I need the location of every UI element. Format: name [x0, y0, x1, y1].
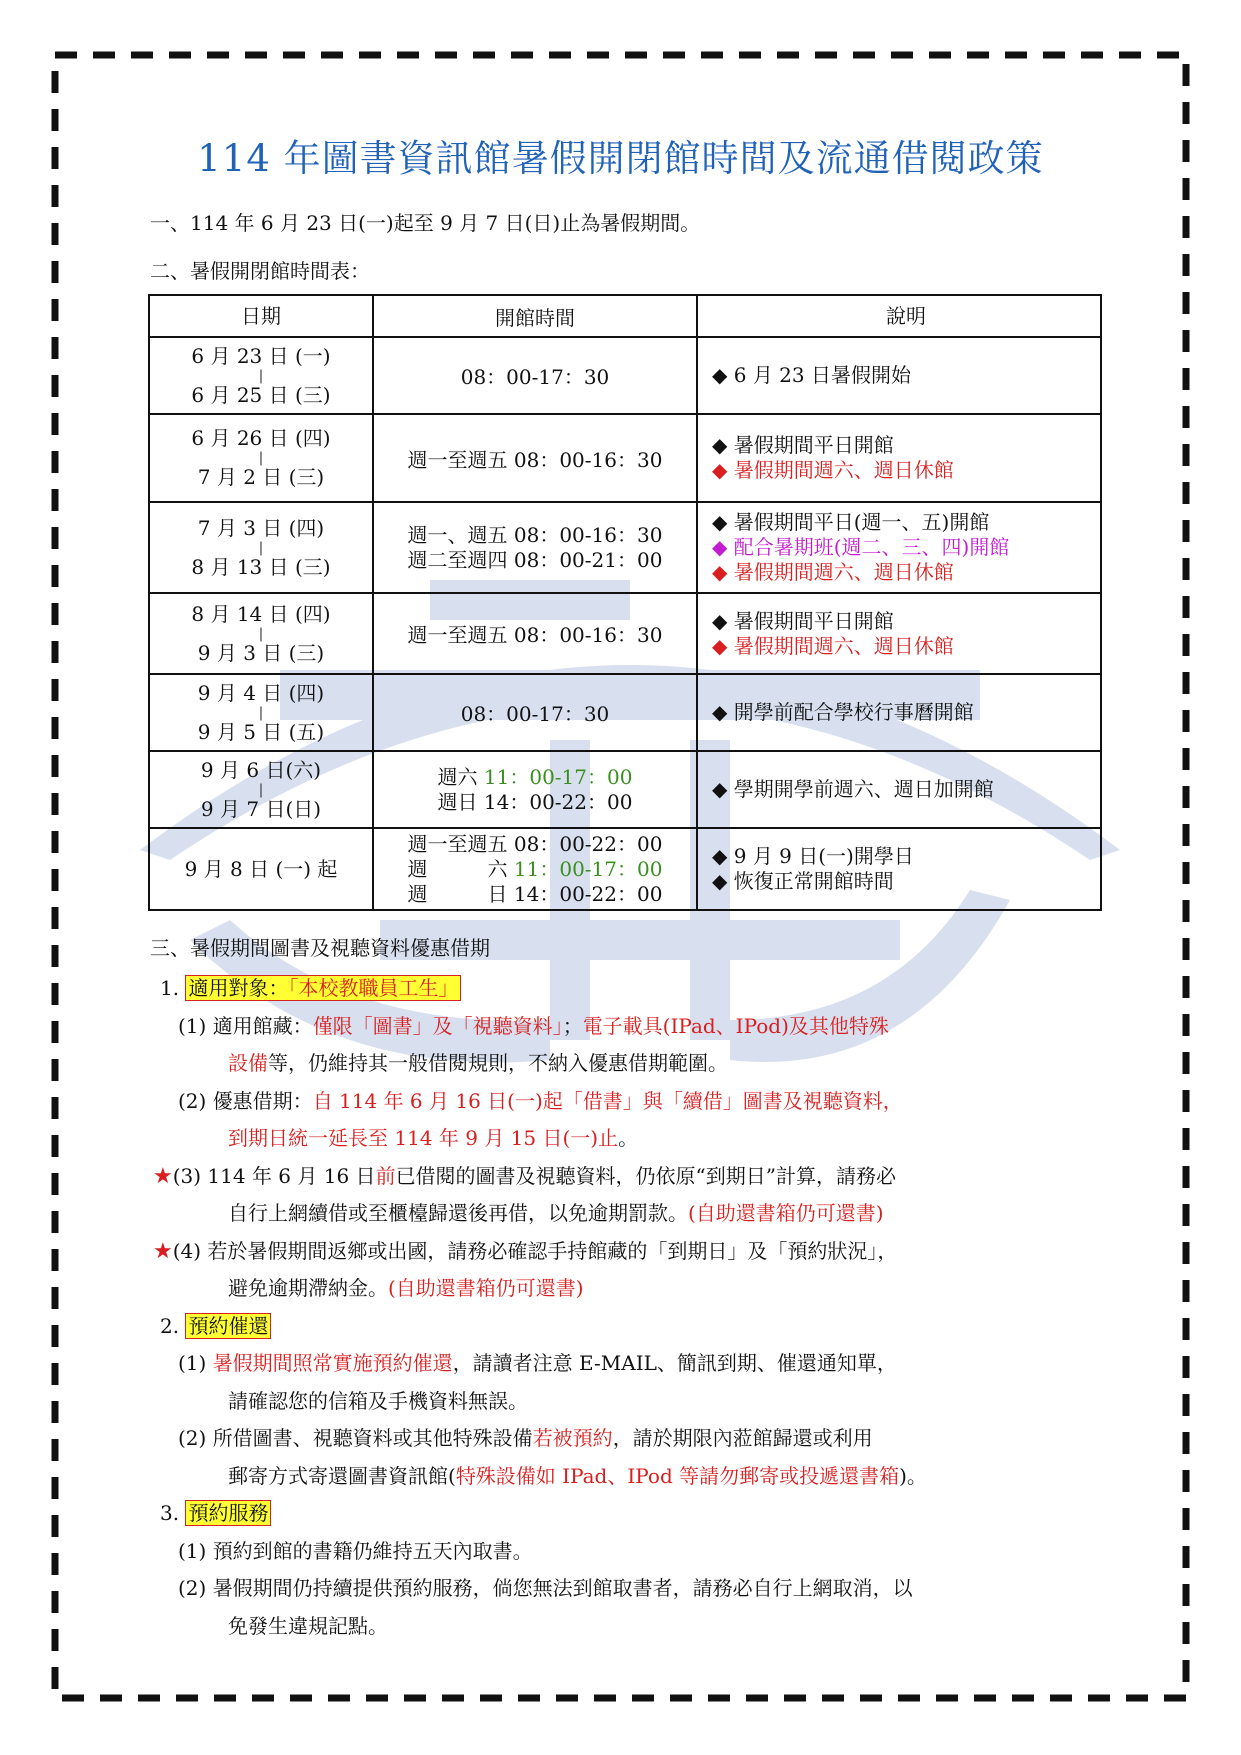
audience-label: 適用對象：	[188, 976, 289, 1000]
table-row	[149, 828, 1101, 910]
hours-cell	[373, 337, 697, 414]
highlight-box	[185, 975, 461, 1001]
text-span: 自行上網續借或至櫃檯歸還後再借，以免逾期罰款。	[228, 1201, 688, 1225]
hours-cell	[373, 674, 697, 751]
text-span: (2) 優惠借期：	[178, 1089, 313, 1113]
text-span: 到期日統一延長至 114 年 9 月 15 日(一)止	[228, 1126, 619, 1150]
range-divider: |	[258, 625, 264, 642]
notes-cell	[697, 751, 1101, 828]
date-cell	[149, 502, 373, 593]
highlight-box: 預約催還	[185, 1313, 271, 1339]
header-notes: 說明	[697, 295, 1101, 337]
header-hours: 開館時間	[373, 295, 697, 337]
range-divider: |	[258, 704, 264, 721]
item-line	[178, 1422, 873, 1451]
hours-label: 週 日	[407, 881, 514, 906]
note-line: ◆ 9 月 9 日(一)開學日	[712, 844, 914, 868]
item-line	[228, 1460, 927, 1489]
item-line: (1) 預約到館的書籍仍維持五天內取書。	[178, 1539, 533, 1563]
notes-cell	[697, 674, 1101, 751]
date-from: 6 月 26 日 (四)	[191, 426, 331, 450]
hours-line: 08：00-17：30	[460, 702, 610, 726]
note-line: ◆ 暑假期間平日開館	[712, 608, 894, 633]
text-span: 電子載具(IPad、IPod)及其他特殊	[582, 1014, 889, 1038]
item-line	[228, 1272, 584, 1301]
subsection-number: 2.	[160, 1314, 180, 1338]
item-line	[153, 1160, 896, 1189]
text-span: 僅限「圖書」及「視聽資料」	[312, 1014, 563, 1038]
table-row	[149, 751, 1101, 828]
highlight-box: 預約服務	[185, 1500, 271, 1526]
hours-label: 週六	[437, 764, 484, 789]
hours-line: 週一、週五 08：00-16：30	[407, 522, 663, 547]
opening-hours-table	[148, 294, 1102, 911]
section-2-heading: 二、暑假開閉館時間表：	[150, 259, 370, 283]
date-to: 9 月 3 日 (三)	[197, 640, 325, 665]
text-span: 特殊設備如 IPad、IPod 等請勿郵寄或投遞還書箱	[455, 1464, 900, 1488]
note-line: ◆ 暑假期間週六、週日休館	[712, 458, 954, 482]
table-row	[149, 674, 1101, 751]
table-row	[149, 337, 1101, 414]
text-span: ；	[562, 1014, 583, 1038]
date-from: 7 月 3 日 (四)	[197, 515, 325, 540]
date-cell	[149, 593, 373, 674]
notes-cell	[697, 593, 1101, 674]
date-cell	[149, 674, 373, 751]
subsection-2-heading	[160, 1310, 271, 1339]
star-icon: ★	[153, 1239, 173, 1264]
date-cell	[149, 337, 373, 414]
item-line	[228, 1122, 638, 1151]
date-from: 9 月 4 日 (四)	[197, 680, 325, 705]
hours-line	[438, 790, 633, 815]
hours-line: 08：00-17：30	[460, 365, 610, 389]
hours-time: 14：00-22：00	[483, 789, 633, 814]
note-line: ◆ 暑假期間平日(週一、五)開館	[712, 510, 990, 534]
hours-label: 週一至週五	[407, 831, 514, 856]
text-span: 已借閱的圖書及視聽資料，仍依原“到期日”計算，請務必	[395, 1164, 897, 1188]
range-divider: |	[258, 450, 264, 466]
hours-time: 08：00-22：00	[513, 831, 663, 856]
text-span: (3) 114 年 6 月 16 日	[172, 1164, 376, 1188]
date-to: 9 月 7 日(日)	[200, 796, 322, 821]
hours-line	[408, 832, 663, 857]
hours-cell	[373, 751, 697, 828]
text-span: 。	[618, 1126, 639, 1150]
text-span: 設備	[228, 1051, 268, 1075]
note-line: ◆ 暑假期間週六、週日休館	[712, 633, 954, 658]
item-line	[178, 1085, 903, 1114]
hours-label: 週日	[437, 789, 484, 814]
subsection-number: 3.	[160, 1501, 180, 1525]
date-cell	[149, 414, 373, 502]
item-line: (2) 暑假期間仍持續提供預約服務，倘您無法到館取書者，請務必自行上網取消，以	[178, 1576, 913, 1600]
page-title: 114 年圖書資訊館暑假開閉館時間及流通借閱政策	[197, 137, 1044, 180]
note-line: ◆ 學期開學前週六、週日加開館	[712, 777, 994, 801]
section-3-heading: 三、暑假期間圖書及視聽資料優惠借期	[150, 936, 490, 960]
text-span: (4) 若於暑假期間返鄉或出國，請務必確認手持館藏的「到期日」及「預約狀況」，	[172, 1239, 898, 1263]
hours-line	[408, 857, 663, 882]
hours-line: 週一至週五 08：00-16：30	[407, 447, 663, 472]
date-to: 9 月 5 日 (五)	[197, 719, 325, 744]
range-divider: |	[258, 781, 264, 798]
text-span: 避免逾期滯納金。	[228, 1276, 388, 1300]
text-span: 暑假期間照常實施預約催還	[212, 1351, 453, 1375]
hours-line: 週一至週五 08：00-16：30	[407, 623, 663, 647]
text-span: (自助還書箱仍可還書)	[388, 1276, 584, 1300]
date-to: 6 月 25 日 (三)	[191, 382, 331, 407]
table-header-row	[149, 295, 1101, 337]
hours-time: 14：00-22：00	[513, 881, 663, 906]
text-span: (自助還書箱仍可還書)	[688, 1201, 884, 1225]
date-to: 8 月 13 日 (三)	[191, 554, 331, 579]
section-1-period: 一、114 年 6 月 23 日(一)起至 9 月 7 日(日)止為暑假期間。	[150, 211, 701, 235]
hours-line	[408, 882, 663, 907]
item-line	[153, 1235, 897, 1264]
item-line: 免發生違規記點。	[228, 1614, 388, 1638]
text-span: 等，仍維持其一般借閱規則，不納入優惠借期範圍。	[268, 1051, 728, 1075]
notes-cell	[697, 502, 1101, 593]
hours-line: 週二至週四 08：00-21：00	[407, 547, 663, 572]
item-line	[178, 1347, 897, 1376]
hours-line	[438, 765, 633, 790]
text-span: (1)	[178, 1351, 213, 1375]
note-line: ◆ 恢復正常開館時間	[712, 869, 894, 893]
notes-cell	[697, 828, 1101, 910]
hours-cell	[373, 414, 697, 502]
notes-cell	[697, 414, 1101, 502]
hours-time: 11：00-17：00	[483, 764, 633, 789]
text-span: (2) 所借圖書、視聽資料或其他特殊設備	[178, 1426, 533, 1450]
date-from: 9 月 6 日(六)	[200, 757, 322, 782]
table-row	[149, 502, 1101, 593]
notes-cell	[697, 337, 1101, 414]
audience-value: 「本校教職員工生」	[288, 976, 459, 1000]
hours-time: 11：00-17：00	[513, 856, 663, 881]
note-line: ◆ 配合暑期班(週二、三、四)開館	[712, 535, 1010, 559]
item-line	[228, 1197, 884, 1226]
text-span: ，請於期限內蒞館歸還或利用	[612, 1426, 873, 1450]
hours-cell	[373, 502, 697, 593]
note-line: ◆ 6 月 23 日暑假開始	[712, 363, 911, 387]
range-divider: |	[258, 367, 264, 384]
hours-cell	[373, 828, 697, 910]
text-span: 若被預約	[532, 1426, 613, 1450]
date-single: 9 月 8 日 (一) 起	[184, 856, 338, 881]
date-to: 7 月 2 日 (三)	[197, 465, 325, 489]
subsection-number: 1.	[160, 976, 180, 1000]
star-icon: ★	[153, 1164, 173, 1189]
subsection-3-heading	[160, 1497, 271, 1526]
note-line: ◆ 暑假期間週六、週日休館	[712, 560, 954, 584]
item-line	[178, 1010, 889, 1039]
date-cell	[149, 828, 373, 910]
text-span: (1) 適用館藏：	[178, 1014, 313, 1038]
text-span: ，請讀者注意 E-MAIL、簡訊到期、催還通知單，	[452, 1351, 897, 1375]
note-line: ◆ 暑假期間平日開館	[712, 433, 894, 457]
header-date: 日期	[149, 295, 373, 337]
range-divider: |	[258, 539, 264, 556]
text-span: )。	[899, 1464, 927, 1488]
note-line: ◆ 開學前配合學校行事曆開館	[712, 700, 974, 724]
date-from: 6 月 23 日 (一)	[191, 343, 331, 368]
text-span: 郵寄方式寄還圖書資訊館(	[228, 1464, 456, 1488]
subsection-1-heading	[160, 972, 461, 1001]
date-cell	[149, 751, 373, 828]
text-span: 前	[375, 1164, 396, 1188]
item-line	[228, 1047, 728, 1076]
table-row	[149, 593, 1101, 674]
text-span: 自 114 年 6 月 16 日(一)起「借書」與「續借」圖書及視聽資料，	[312, 1089, 903, 1113]
hours-cell	[373, 593, 697, 674]
date-from: 8 月 14 日 (四)	[191, 601, 331, 626]
hours-label: 週 六	[407, 856, 514, 881]
item-line: 請確認您的信箱及手機資料無誤。	[228, 1389, 528, 1413]
table-row	[149, 414, 1101, 502]
